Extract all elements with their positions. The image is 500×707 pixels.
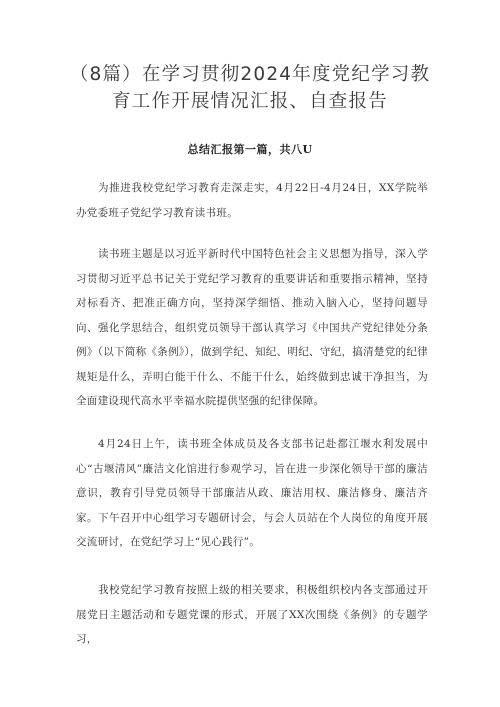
- paragraph-4: 我校党纪学习教育按照上级的相关要求，积极组织校内各支部通过开展党日主题活动和专题党课的形式，开展了XX次围绕《条例》的专题学习，: [76, 584, 428, 645]
- paragraph-1: 为推进我校党纪学习教育走深走实，4月22日-4月24日，XX学院举办党委班子党纪学习教育读书班。: [76, 182, 428, 219]
- document-title-line-2: 育工作开展情况汇报、自查报告: [112, 91, 388, 112]
- document-subtitle: 总结汇报第一篇，共八U: [187, 143, 313, 156]
- paragraph-2: 读书班主题是以习近平新时代中国特色社会主义思想为指导，深入学习贯彻习近平总书记关于党纪学习教育的重要讲话和重要指示精神，坚持对标看齐、把准正确方向，坚持深学细悟、推动入脑入心，坚持问题导向、强化学思结合，组织党员领导干部认真学习《中国共产党纪律处分条例》（以下简称《条例》），做到学纪、知纪、明纪、守纪，搞清楚党的纪律规矩是什么，弄明白能干什么、不能干什么，始终做到忠诚干净担当，为全面建设现代高水平幸福水院提供坚强的纪律保障。: [76, 248, 428, 407]
- paragraph-2-block: [76, 242, 428, 414]
- paragraph-1-block: [76, 176, 428, 225]
- paragraph-3: 4月24日上午，读书班全体成员及各支部书记赴都江堰水利发展中心“古堰清风”廉洁文化馆进行参观学习，旨在进一步深化领导干部的廉洁意识，教育引导党员领导干部廉洁从政、廉洁用权、廉洁修身、廉洁齐家。下午召开中心组学习专题研讨会，与会人员站在个人岗位的角度开展交流研讨，在党纪学习上“见心践行”。: [76, 438, 428, 548]
- document-title-line-1: （8篇）在学习贯彻2024年度党纪学习教: [69, 64, 431, 85]
- paragraph-4-block: [76, 578, 428, 652]
- paragraph-3-block: [76, 432, 428, 555]
